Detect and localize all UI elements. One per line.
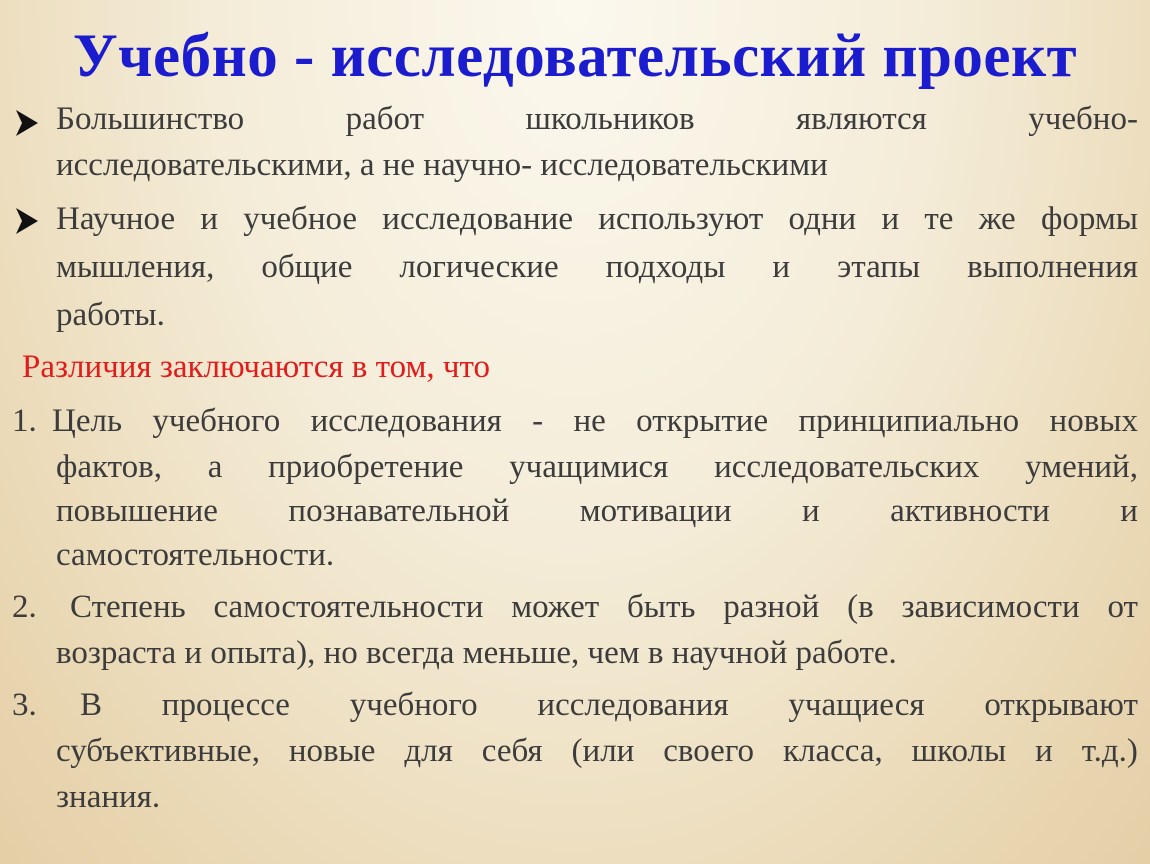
word: открытие [636,403,769,439]
word: новых [1049,403,1138,439]
word: фактов, [56,449,162,485]
word: исследование [382,201,573,237]
word: являются [796,101,927,137]
item-1-line-3 [56,488,1138,534]
word: В [80,687,103,723]
item-1-number: 1. [12,403,37,439]
word: одни [788,201,857,237]
bullet-2-line-1 [56,196,1138,242]
word: Научное [56,201,176,237]
word: исследования [537,687,729,723]
word: и [1120,493,1138,529]
item-2-line-1 [70,584,1138,630]
word: процессе [161,687,290,723]
differences-heading: Различия заключаются в том, что [22,349,490,385]
word: формы [1040,201,1138,237]
word: приобретение [268,449,464,485]
word: учебного [152,403,281,439]
word: используют [598,201,764,237]
item-3-line-3: знания. [56,779,161,815]
word: Цель [52,403,122,439]
word: учебного [349,687,478,723]
word: и [1035,733,1053,769]
word: общие [261,249,353,285]
word: не [573,403,606,439]
word: исследования [310,403,502,439]
item-2-number: 2. [12,589,37,625]
word: Большинство [56,101,245,137]
arrowhead-bullet-icon [14,108,40,138]
word: может [511,589,600,625]
word: (или [571,733,635,769]
word: новые [288,733,376,769]
word: (в [847,589,874,625]
word: принципиально [798,403,1020,439]
item-3-line-1 [80,682,1138,728]
item-1-line-2 [56,444,1138,490]
item-1-line-1 [52,398,1138,444]
word: работ [345,101,425,137]
bullet-1-line-2: исследовательскими, а не научно- исследовательскими [56,147,828,183]
word: и [200,201,219,237]
word: познавательной [288,493,510,529]
word: школы [911,733,1007,769]
word: мышления, [56,249,215,285]
word: школьников [525,101,695,137]
word: т.д.) [1081,733,1138,769]
item-1-line-4: самостоятельности. [56,537,335,573]
word: учебно- [1028,101,1138,137]
word: те [924,201,954,237]
word: этапы [837,249,921,285]
word: учащимися [509,449,669,485]
word: учебное [243,201,358,237]
word: самостоятельности [213,589,484,625]
bullet-1-line-1 [56,96,1138,142]
word: и [802,493,820,529]
word: открывают [984,687,1138,723]
word: подходы [605,249,726,285]
word: себя [481,733,543,769]
word: класса, [782,733,883,769]
word: же [978,201,1016,237]
word: и [772,249,791,285]
word: субъективные, [56,733,260,769]
word: повышение [56,493,218,529]
word: логические [399,249,559,285]
word: для [404,733,453,769]
word: умений, [1025,449,1138,485]
word: от [1107,589,1138,625]
word: а [207,449,223,485]
item-3-number: 3. [12,687,37,723]
bullet-2-line-3: работы. [56,297,165,333]
word: зависимости [901,589,1080,625]
item-3-line-2 [56,728,1138,774]
word: своего [663,733,755,769]
bullet-2-line-2 [56,244,1138,290]
word: Степень [70,589,186,625]
word: активности [890,493,1050,529]
word: выполнения [967,249,1138,285]
item-2-line-2: возраста и опыта), но всегда меньше, чем в научной работе. [56,635,897,671]
slide-title: Учебно - исследовательский проект [72,23,1078,90]
word: учащиеся [788,687,925,723]
word: - [532,403,544,439]
word: и [881,201,900,237]
word: быть [627,589,696,625]
word: мотивации [579,493,732,529]
arrowhead-bullet-icon [14,206,40,236]
word: разной [723,589,820,625]
word: исследовательских [714,449,980,485]
